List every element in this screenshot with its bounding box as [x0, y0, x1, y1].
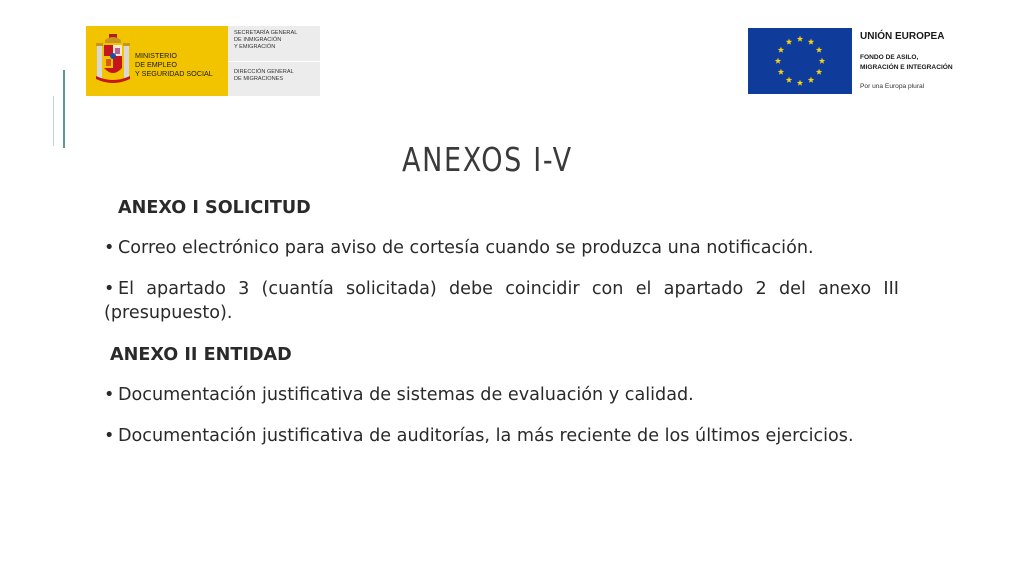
secretaria-line-1: SECRETARÍA GENERAL [234, 30, 298, 36]
bullet-icon: • [104, 385, 115, 405]
decorative-accent-line [63, 70, 65, 148]
slide-title: ANEXOS I-V [402, 140, 573, 180]
eu-star-icon [778, 47, 784, 53]
bullet-text: Correo electrónico para aviso de cortesía cuando se produzca una notificación. [118, 238, 814, 258]
bullet-item [104, 424, 854, 448]
bullet-item [104, 383, 694, 407]
eu-star-icon [816, 47, 822, 53]
bullet-text: Documentación justificativa de sistemas de evaluación y calidad. [118, 385, 694, 405]
eu-star-icon [797, 36, 803, 42]
eu-flag [748, 28, 852, 94]
coat-of-arms-icon [94, 32, 132, 90]
eu-star-icon [808, 39, 814, 45]
ministry-name [135, 51, 213, 78]
eu-stars-icon [748, 28, 852, 94]
secretaria-line-2: DE INMIGRACIÓN [234, 37, 282, 43]
eu-star-icon [786, 77, 792, 83]
eu-star-icon [808, 77, 814, 83]
eu-star-icon [819, 58, 825, 64]
ministry-line-3: Y SEGURIDAD SOCIAL [135, 69, 213, 78]
section-heading-anexo-ii: ANEXO II ENTIDAD [110, 345, 292, 365]
bullet-text: El apartado 3 (cuantía solicitada) debe coincidir con el apartado 2 del anexo III (presupuesto). [104, 279, 899, 323]
ministry-logo-grey-panel [228, 26, 320, 96]
direccion-line-1: DIRECCIÓN GENERAL [234, 69, 294, 75]
direccion-line-2: DE MIGRACIONES [234, 76, 284, 82]
bullet-text: Documentación justificativa de auditorías, la más reciente de los últimos ejercicios. [118, 426, 854, 446]
eu-star-icon [778, 69, 784, 75]
section-heading-anexo-i: ANEXO I SOLICITUD [118, 198, 311, 218]
eu-star-icon [816, 69, 822, 75]
eu-fund-name [860, 53, 953, 72]
eu-logo [748, 28, 978, 96]
eu-star-icon [797, 80, 803, 86]
ministry-logo-yellow-panel [86, 26, 228, 96]
secretaria-line-3: Y EMIGRACIÓN [234, 44, 276, 50]
bullet-icon: • [104, 238, 115, 258]
bullet-icon: • [104, 426, 115, 446]
bullet-item [104, 277, 899, 325]
eu-title: UNIÓN EUROPEA [860, 31, 945, 42]
eu-fund-line-2: MIGRACIÓN E INTEGRACIÓN [860, 63, 953, 71]
ministry-line-2: DE EMPLEO [135, 60, 177, 69]
bullet-icon: • [104, 279, 115, 299]
ministry-logo [86, 26, 320, 96]
bullet-item [104, 236, 814, 260]
eu-star-icon [775, 58, 781, 64]
logo-divider [228, 61, 320, 62]
eu-star-icon [786, 39, 792, 45]
ministry-line-1: MINISTERIO [135, 51, 177, 60]
eu-fund-line-1: FONDO DE ASILO, [860, 54, 919, 61]
decorative-accent-line-faint [53, 96, 54, 146]
eu-motto: Por una Europa plural [860, 83, 925, 90]
